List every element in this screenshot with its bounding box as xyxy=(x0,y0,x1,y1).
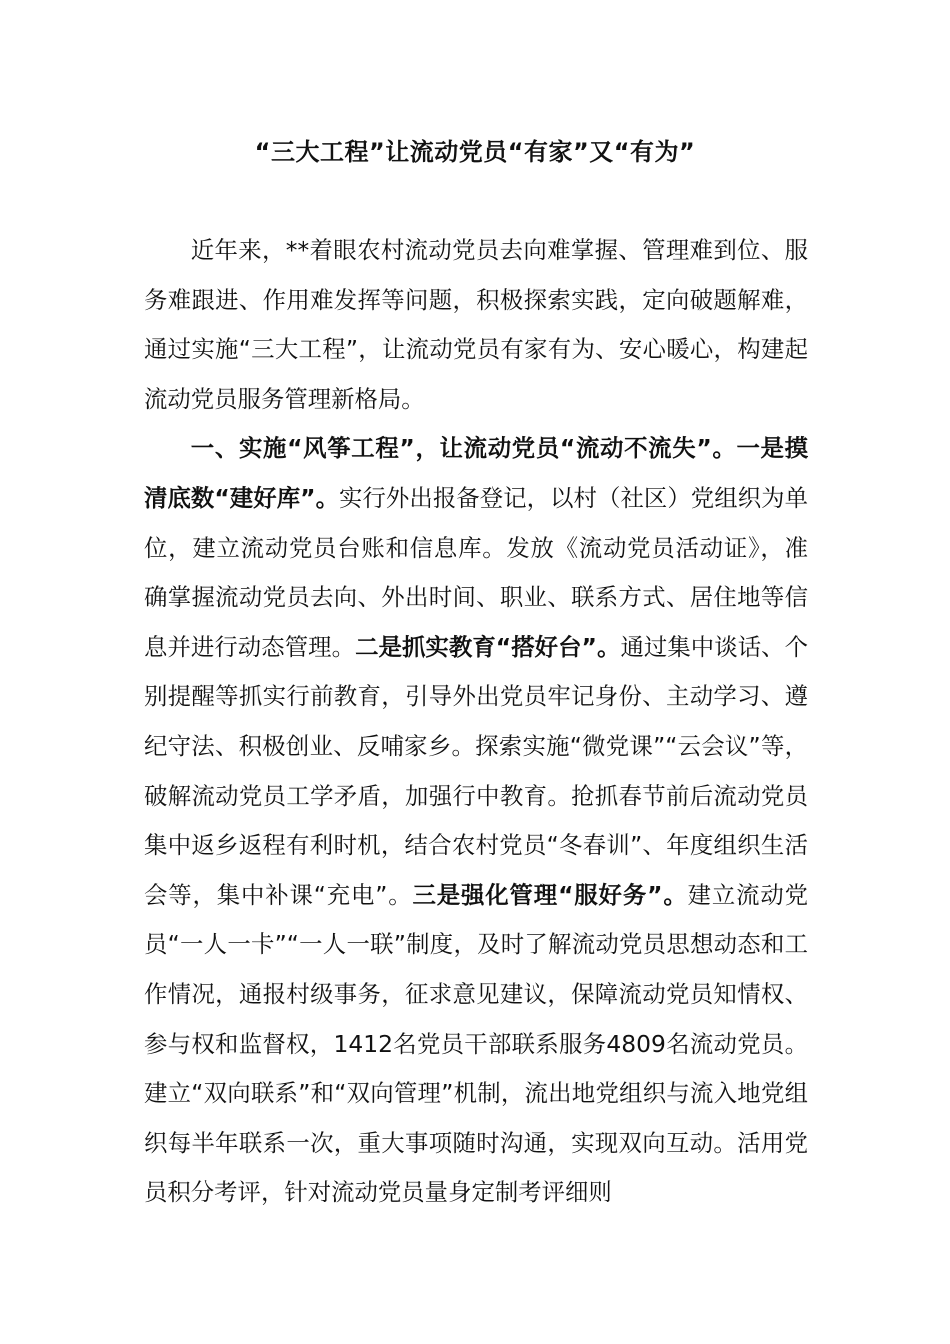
point1-text: 实行外出报备登记，以村（社区）党组织为单位，建立流动党员台账和信息库。发放《流动党员活动证》，准确掌握流动党员去向、外出时间、职业、联系方式、居住地等信息并进行动态管理。 xyxy=(144,483,808,661)
point3-heading: 三是强化管理“服好务”。 xyxy=(412,880,688,909)
document-body xyxy=(144,226,808,1218)
section1-paragraph xyxy=(144,424,808,1218)
intro-paragraph: 近年来，**着眼农村流动党员去向难掌握、管理难到位、服务难跟进、作用难发挥等问题，积极探索实践，定向破题解难，通过实施“三大工程”，让流动党员有家有为、安心暖心，构建起流动党员服务管理新格局。 xyxy=(144,236,808,413)
point2-heading: 二是抓实教育“搭好台”。 xyxy=(355,632,621,661)
section1-heading: 一、实施“风筝工程”，让流动党员“流动不流失”。 xyxy=(190,434,737,463)
point1-heading: 一是摸清底数“建好库”。 xyxy=(144,434,809,512)
document-title: “三大工程”让流动党员“有家”又“有为” xyxy=(254,138,696,166)
point2-text: 通过集中谈话、个别提醒等抓实行前教育，引导外出党员牢记身份、主动学习、遵纪守法、积极创业、反哺家乡。探索实施“微党课”“云会议”等，破解流动党员工学矛盾，加强行中教育。抢抓春节前后流动党员集中返乡返程有利时机，结合农村党员“冬春训”、年度组织生活会等，集中补课“充电”。 xyxy=(144,632,809,909)
point3-text: 建立流动党员“一人一卡”“一人一联”制度，及时了解流动党员思想动态和工作情况，通报村级事务，征求意见建议，保障流动党员知情权、参与权和监督权，1412名党员干部联系服务4809名流动党员。建立“双向联系”和“双向管理”机制，流出地党组织与流入地党组织每半年联系一次，重大事项随时沟通，实现双向互动。活用党员积分考评，针对流动党员量身定制考评细则 xyxy=(144,880,808,1207)
